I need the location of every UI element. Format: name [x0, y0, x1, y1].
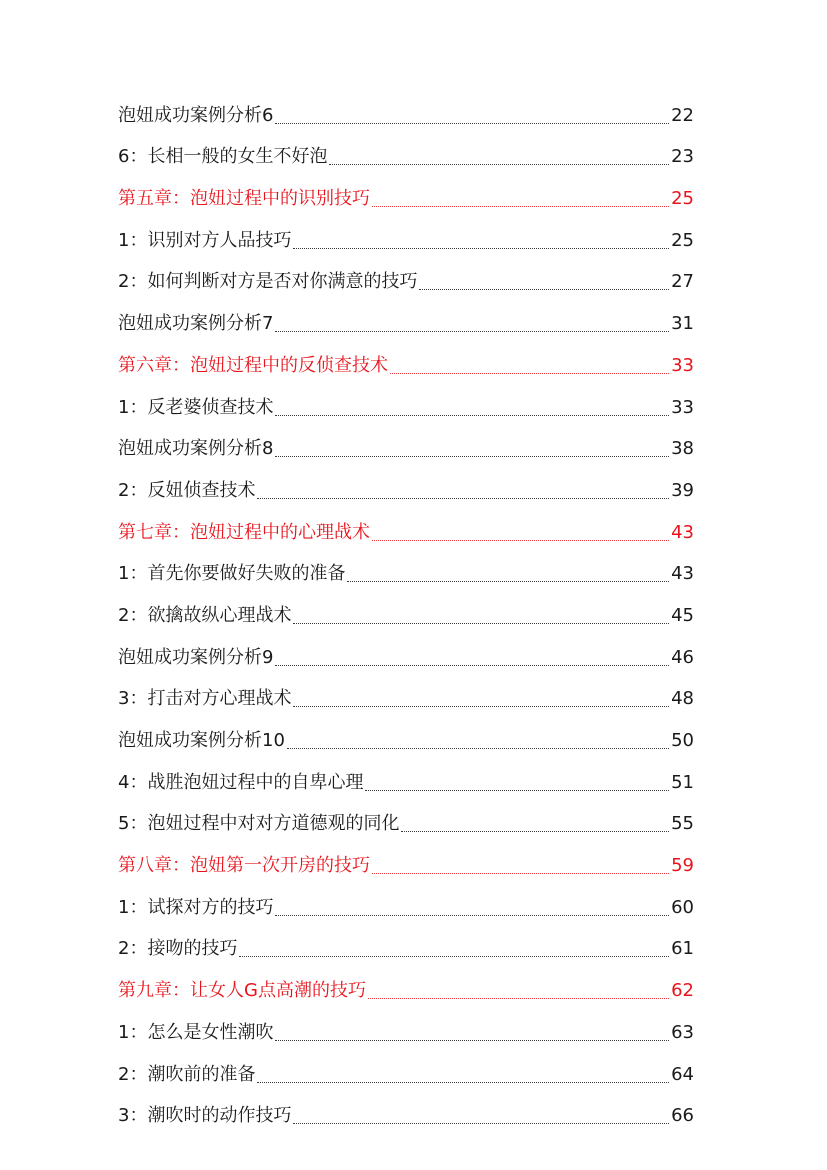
toc-page-number: 55	[671, 813, 694, 835]
toc-page-number: 64	[671, 1063, 694, 1085]
toc-chapter-entry[interactable]	[118, 344, 694, 386]
toc-entry-title: 泡妞成功案例分析7	[118, 313, 274, 335]
toc-entry[interactable]	[118, 428, 694, 470]
toc-dot-leader	[293, 706, 669, 707]
toc-page-number: 33	[671, 396, 694, 418]
toc-dot-leader	[239, 956, 669, 957]
toc-entry[interactable]	[118, 302, 694, 344]
toc-entry-title: 1：试探对方的技巧	[118, 896, 274, 918]
toc-entry[interactable]	[118, 1053, 694, 1095]
toc-page-number: 38	[671, 438, 694, 460]
toc-page-number: 23	[671, 146, 694, 168]
toc-page-number: 27	[671, 271, 694, 293]
toc-chapter-entry[interactable]	[118, 511, 694, 553]
toc-entry-title: 2：接吻的技巧	[118, 938, 238, 960]
toc-entry-title: 1：识别对方人品技巧	[118, 229, 292, 251]
toc-page-number: 66	[671, 1105, 694, 1127]
toc-dot-leader	[257, 1082, 669, 1083]
toc-dot-leader	[372, 873, 669, 874]
toc-entry[interactable]	[118, 594, 694, 636]
toc-page-number: 61	[671, 938, 694, 960]
toc-page-number: 43	[671, 521, 694, 543]
toc-entry-title: 泡妞成功案例分析6	[118, 104, 274, 126]
toc-dot-leader	[275, 456, 669, 457]
toc-entry[interactable]	[118, 928, 694, 970]
toc-page-number: 43	[671, 563, 694, 585]
toc-dot-leader	[275, 665, 669, 666]
toc-entry-title: 4：战胜泡妞过程中的自卑心理	[118, 771, 364, 793]
toc-entry-title: 3：潮吹时的动作技巧	[118, 1105, 292, 1127]
toc-page-number: 51	[671, 771, 694, 793]
toc-entry-title: 1：反老婆侦查技术	[118, 396, 274, 418]
toc-dot-leader	[293, 1123, 669, 1124]
toc-dot-leader	[372, 540, 669, 541]
toc-entry[interactable]	[118, 386, 694, 428]
toc-dot-leader	[372, 206, 669, 207]
toc-entry-title: 6：长相一般的女生不好泡	[118, 146, 328, 168]
toc-entry[interactable]	[118, 219, 694, 261]
toc-entry-title: 第九章：让女人G点高潮的技巧	[118, 980, 366, 1002]
toc-entry-title: 泡妞成功案例分析10	[118, 730, 285, 751]
toc-entry[interactable]	[118, 803, 694, 845]
toc-dot-leader	[275, 331, 669, 332]
toc-dot-leader	[401, 831, 669, 832]
toc-dot-leader	[329, 164, 669, 165]
toc-page-number: 62	[671, 980, 694, 1002]
toc-entry-title: 5：泡妞过程中对对方道德观的同化	[118, 813, 400, 835]
toc-entry-title: 2：欲擒故纵心理战术	[118, 604, 292, 626]
toc-entry-title: 泡妞成功案例分析9	[118, 646, 274, 668]
toc-entry[interactable]	[118, 719, 694, 761]
toc-entry[interactable]	[118, 1095, 694, 1137]
toc-dot-leader	[347, 581, 669, 582]
toc-dot-leader	[293, 623, 669, 624]
toc-entry[interactable]	[118, 94, 694, 136]
toc-entry-title: 2：如何判断对方是否对你满意的技巧	[118, 271, 418, 293]
toc-entry[interactable]	[118, 636, 694, 678]
toc-dot-leader	[275, 915, 669, 916]
toc-entry-title: 第七章：泡妞过程中的心理战术	[118, 521, 370, 543]
toc-page-number: 25	[671, 188, 694, 210]
toc-page-number: 39	[671, 479, 694, 501]
toc-page-number: 22	[671, 104, 694, 126]
toc-entry[interactable]	[118, 761, 694, 803]
toc-dot-leader	[257, 498, 669, 499]
toc-chapter-entry[interactable]	[118, 969, 694, 1011]
toc-entry[interactable]	[118, 553, 694, 595]
toc-dot-leader	[419, 289, 669, 290]
toc-dot-leader	[275, 415, 669, 416]
toc-entry-title: 2：反妞侦查技术	[118, 479, 256, 501]
toc-dot-leader	[275, 123, 669, 124]
toc-entry[interactable]	[118, 261, 694, 303]
toc-dot-leader	[287, 748, 669, 749]
toc-page-number: 45	[671, 604, 694, 626]
toc-page-number: 25	[671, 229, 694, 251]
toc-page-number: 63	[671, 1021, 694, 1043]
toc-entry[interactable]	[118, 678, 694, 720]
toc-page-number: 46	[671, 646, 694, 668]
toc-entry[interactable]	[118, 886, 694, 928]
toc-dot-leader	[293, 248, 669, 249]
toc-page-number: 33	[671, 354, 694, 376]
toc-entry[interactable]	[118, 136, 694, 178]
toc-dot-leader	[390, 373, 669, 374]
toc-chapter-entry[interactable]	[118, 844, 694, 886]
toc-page-number: 48	[671, 688, 694, 710]
toc-entry-title: 第八章：泡妞第一次开房的技巧	[118, 855, 370, 877]
toc-page-number: 59	[671, 855, 694, 877]
toc-chapter-entry[interactable]	[118, 177, 694, 219]
toc-dot-leader	[275, 1040, 669, 1041]
toc-entry[interactable]	[118, 1011, 694, 1053]
toc-entry-title: 1：怎么是女性潮吹	[118, 1021, 274, 1043]
toc-page-number: 60	[671, 896, 694, 918]
toc-page-number: 31	[671, 313, 694, 335]
toc-entry-title: 1：首先你要做好失败的准备	[118, 563, 346, 585]
toc-dot-leader	[368, 998, 669, 999]
table-of-contents	[118, 94, 694, 1136]
toc-entry-title: 第六章：泡妞过程中的反侦查技术	[118, 354, 388, 376]
toc-page-number: 50	[671, 730, 694, 751]
toc-dot-leader	[365, 790, 669, 791]
toc-entry[interactable]	[118, 469, 694, 511]
toc-entry-title: 3：打击对方心理战术	[118, 688, 292, 710]
toc-entry-title: 第五章：泡妞过程中的识别技巧	[118, 188, 370, 210]
toc-entry-title: 泡妞成功案例分析8	[118, 438, 274, 460]
toc-entry-title: 2：潮吹前的准备	[118, 1063, 256, 1085]
